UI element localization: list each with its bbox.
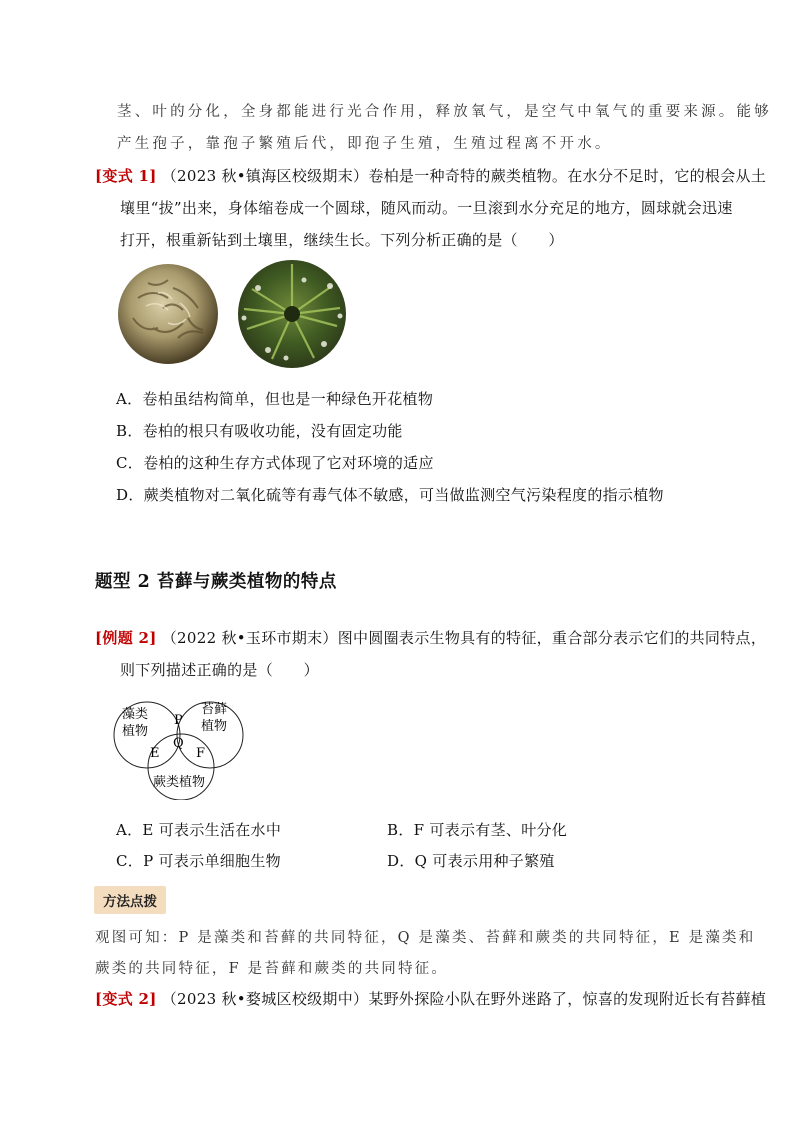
example2-option-a[interactable]: A．E 可表示生活在水中	[116, 821, 282, 839]
method-line-2: 蕨类的共同特征，F 是苔藓和蕨类的共同特征。	[95, 961, 449, 977]
venn-algae-label-1: 藻类	[122, 707, 149, 722]
example2-option-b[interactable]: B．F 可表示有茎、叶分化	[387, 821, 568, 839]
intro-line-1: 茎、叶的分化，全身都能进行光合作用，释放氧气，是空气中氧气的重要来源。能够	[117, 104, 772, 120]
example2-line-1: （2022 秋•玉环市期末）图中圆圈表示生物具有的特征，重合部分表示它们的共同特点，	[161, 629, 767, 647]
venn-region-f: F	[196, 746, 206, 761]
variant1-option-a[interactable]: A．卷柏虽结构简单，但也是一种绿色开花植物	[116, 390, 434, 408]
example2-option-c[interactable]: C．P 可表示单细胞生物	[116, 852, 281, 870]
section-title: 题型 2 苔藓与蕨类植物的特点	[95, 572, 337, 592]
venn-region-q: Q	[173, 736, 184, 751]
venn-algae-label-2: 植物	[122, 724, 149, 739]
venn-moss-label-2: 植物	[201, 719, 228, 734]
variant1-question	[95, 165, 766, 186]
intro-line-2: 产生孢子，靠孢子繁殖后代，即孢子生殖，生殖过程离不开水。	[117, 136, 613, 152]
dry-selaginella-ball	[118, 264, 218, 364]
variant1-tag: [变式 1]	[95, 167, 157, 185]
variant1-option-b[interactable]: B．卷柏的根只有吸收功能，没有固定功能	[116, 422, 403, 440]
variant1-option-c[interactable]: C．卷柏的这种生存方式体现了它对环境的适应	[116, 454, 434, 472]
variant2-tag: [变式 2]	[95, 990, 157, 1008]
variant1-line-1: （2023 秋•镇海区校级期末）卷柏是一种奇特的蕨类植物。在水分不足时，它的根会从土	[161, 167, 767, 185]
example2-line-2: 则下列描述正确的是（ ）	[120, 661, 319, 679]
green-selaginella-rosette	[238, 260, 346, 368]
venn-region-e: E	[150, 746, 160, 761]
venn-moss-label-1: 苔藓	[201, 702, 228, 717]
variant1-line-2: 壤里“拔”出来，身体缩卷成一个圆球，随风而动。一旦滚到水分充足的地方，圆球就会迅速	[120, 199, 733, 217]
method-badge: 方法点拨	[94, 886, 166, 914]
example2-option-d[interactable]: D．Q 可表示用种子繁殖	[387, 852, 555, 870]
variant1-line-3: 打开，根重新钻到土壤里，继续生长。下列分析正确的是（ ）	[120, 231, 564, 249]
variant2-question	[95, 988, 766, 1009]
venn-fern-label: 蕨类植物	[153, 775, 206, 790]
venn-region-p: P	[174, 713, 183, 728]
variant2-line-1: （2023 秋•婺城区校级期中）某野外探险小队在野外迷路了，惊喜的发现附近长有苔藓植	[161, 990, 767, 1008]
example2-tag: [例题 2]	[95, 629, 157, 647]
variant1-option-d[interactable]: D．蕨类植物对二氧化硫等有毒气体不敏感，可当做监测空气污染程度的指示植物	[116, 486, 664, 504]
selaginella-photos	[118, 258, 358, 370]
example2-question	[95, 627, 766, 648]
method-line-1: 观图可知：P 是藻类和苔藓的共同特征，Q 是藻类、苔藓和蕨类的共同特征，E 是藻类和	[95, 930, 756, 946]
venn-diagram	[110, 690, 250, 800]
